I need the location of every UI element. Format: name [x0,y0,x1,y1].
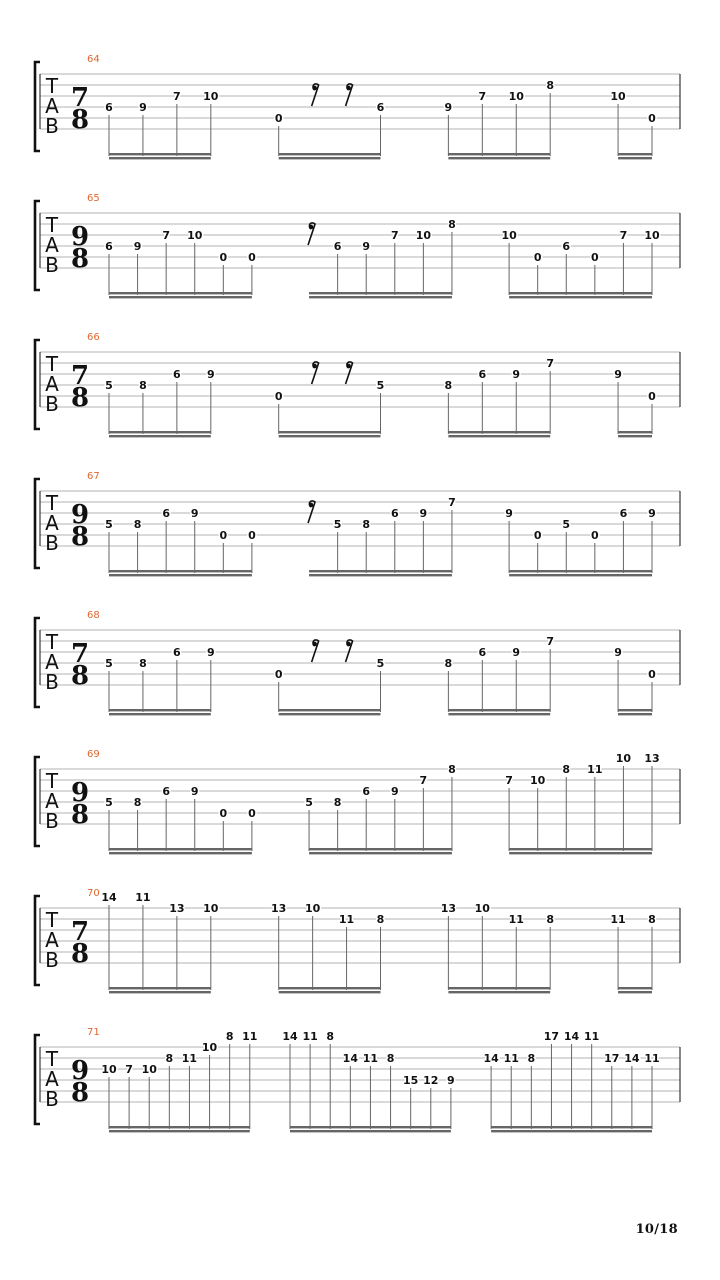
eighth-rest [308,501,315,523]
fret-number: 8 [648,913,656,926]
beam-secondary [618,157,652,159]
eighth-rest-dot [312,86,317,91]
fret-number: 7 [619,229,628,242]
fret-number: 10 [610,90,626,103]
fret-number: 6 [162,785,170,798]
tab-clef-letter: A [45,1067,59,1091]
fret-number: 7 [419,774,428,787]
tab-clef-letter: A [45,789,59,813]
system-bracket [35,618,40,707]
fret-number: 0 [533,529,542,542]
fret-number: 10 [415,229,432,242]
fret-number: 8 [444,657,453,670]
fret-number: 8 [139,379,147,392]
eighth-rest [346,84,353,106]
beam-primary [491,1126,652,1128]
system-bracket [35,896,40,985]
beam-primary [618,153,652,155]
tab-clef-letter: T [45,491,59,515]
time-signature-numerator: 7 [70,917,90,947]
beam-primary [309,292,452,294]
fret-number: 17 [604,1052,620,1065]
measure-number: 70 [87,888,100,899]
fret-number: 13 [644,752,660,765]
time-signature-denominator: 8 [70,522,90,552]
beam-primary [109,570,252,572]
tab-clef-letter: T [45,74,59,98]
fret-number: 10 [615,752,632,765]
measure-number: 64 [87,54,100,65]
beam-primary [309,848,452,850]
fret-number: 0 [248,529,256,542]
beam-primary [509,848,652,850]
fret-number: 8 [225,1030,234,1043]
beam-secondary [290,1130,451,1132]
eighth-rest-dot [346,642,351,647]
tab-clef-letter: A [45,372,59,396]
tab-system [35,332,680,437]
fret-number: 8 [133,518,142,531]
tab-clef-letter: A [45,928,59,952]
beam-primary [448,987,550,989]
fret-number: 11 [584,1030,600,1043]
fret-number: 8 [133,796,142,809]
fret-number: 0 [248,807,256,820]
fret-number: 6 [362,785,371,798]
fret-number: 8 [527,1052,536,1065]
beam-primary [279,431,381,433]
fret-number: 5 [105,796,113,809]
fret-number: 17 [543,1030,560,1043]
measure-number: 67 [87,471,100,482]
beam-secondary [618,991,652,993]
fret-number: 9 [190,785,199,798]
fret-number: 9 [444,101,453,114]
beam-primary [109,848,252,850]
beam-secondary [109,1130,250,1132]
beam-secondary [309,852,452,854]
eighth-rest [312,362,319,384]
fret-number: 8 [444,379,453,392]
beam-primary [448,709,550,711]
fret-number: 7 [125,1063,133,1076]
fret-number: 8 [448,218,456,231]
fret-number: 10 [501,229,517,242]
fret-number: 5 [333,518,342,531]
fret-number: 6 [478,646,487,659]
beam-secondary [309,296,452,298]
beam-secondary [109,435,211,437]
tab-clef-letter: A [45,233,59,257]
tab-clef-letter: B [45,392,59,416]
beam-secondary [109,713,211,715]
fret-number: 0 [219,529,228,542]
system-bracket [35,479,40,568]
fret-number: 8 [448,763,456,776]
beam-primary [109,987,211,989]
beam-secondary [279,713,381,715]
time-signature-denominator: 8 [70,800,90,830]
beam-primary [279,709,381,711]
fret-number: 14 [282,1030,298,1043]
fret-number: 6 [333,240,342,253]
beam-secondary [448,991,550,993]
fret-number: 14 [342,1052,358,1065]
fret-number: 6 [619,507,628,520]
fret-number: 8 [165,1052,174,1065]
time-signature-numerator: 9 [70,1056,90,1086]
fret-number: 7 [505,774,513,787]
fret-number: 0 [274,112,283,125]
fret-number: 10 [530,774,546,787]
beam-secondary [279,157,381,159]
time-signature-denominator: 8 [70,1078,90,1108]
fret-number: 5 [562,518,571,531]
fret-number: 10 [201,1041,218,1054]
fret-number: 12 [423,1074,439,1087]
tab-clef-letter: T [45,352,59,376]
fret-number: 10 [508,90,524,103]
measure-number: 71 [87,1027,100,1038]
fret-number: 13 [440,902,457,915]
time-signature-numerator: 9 [70,778,90,808]
tab-clef-letter: B [45,809,59,833]
beam-primary [279,987,381,989]
beam-secondary [109,852,252,854]
tab-system [35,888,680,993]
tab-clef-letter: T [45,769,59,793]
beam-secondary [448,157,550,159]
beam-primary [109,1126,250,1128]
system-bracket [35,62,40,151]
fret-number: 11 [242,1030,258,1043]
fret-number: 9 [362,240,371,253]
fret-number: 10 [101,1063,117,1076]
beam-primary [309,570,452,572]
fret-number: 8 [562,763,571,776]
fret-number: 9 [614,368,622,381]
fret-number: 6 [105,240,113,253]
tab-clef-letter: B [45,531,59,555]
eighth-rest-dot [312,364,317,369]
fret-number: 0 [533,251,542,264]
fret-number: 7 [478,90,487,103]
fret-number: 9 [512,646,521,659]
fret-number: 6 [390,507,399,520]
beam-primary [448,431,550,433]
tab-clef-letter: B [45,114,59,138]
time-signature-denominator: 8 [70,105,90,135]
fret-number: 14 [483,1052,499,1065]
time-signature-numerator: 7 [70,639,90,669]
fret-number: 5 [105,518,113,531]
fret-number: 7 [546,635,555,648]
beam-primary [109,292,252,294]
beam-secondary [509,852,652,854]
fret-number: 10 [203,90,219,103]
eighth-rest-dot [346,364,351,369]
eighth-rest-dot [309,503,314,508]
fret-number: 0 [248,251,256,264]
fret-number: 9 [447,1074,455,1087]
measure-number: 65 [87,193,100,204]
tab-clef-letter: A [45,650,59,674]
system-bracket [35,1035,40,1124]
fret-number: 6 [162,507,170,520]
measure-number: 69 [87,749,100,760]
fret-number: 7 [546,357,555,370]
beam-secondary [309,574,452,576]
fret-number: 10 [304,902,321,915]
eighth-rest-dot [312,642,317,647]
system-bracket [35,201,40,290]
fret-number: 11 [587,763,603,776]
beam-secondary [448,435,550,437]
fret-number: 0 [219,251,228,264]
beam-primary [509,570,652,572]
fret-number: 8 [326,1030,335,1043]
eighth-rest [308,223,315,245]
fret-number: 9 [190,507,199,520]
beam-secondary [491,1130,652,1132]
fret-number: 8 [376,913,385,926]
fret-number: 15 [403,1074,419,1087]
beam-primary [618,987,652,989]
beam-primary [109,431,211,433]
fret-number: 8 [333,796,342,809]
fret-number: 6 [173,646,181,659]
fret-number: 11 [362,1052,379,1065]
beam-primary [109,709,211,711]
eighth-rest [346,362,353,384]
fret-number: 5 [376,657,385,670]
time-signature-numerator: 7 [70,361,90,391]
tab-system [35,749,680,854]
tab-system [35,1027,680,1132]
fret-number: 9 [206,368,215,381]
fret-number: 11 [181,1052,198,1065]
tab-system [35,54,680,159]
beam-primary [618,709,652,711]
fret-number: 7 [448,496,456,509]
beam-primary [109,153,211,155]
fret-number: 9 [419,507,428,520]
beam-secondary [618,713,652,715]
fret-number: 11 [338,913,355,926]
fret-number: 0 [591,529,599,542]
fret-number: 0 [648,390,656,403]
fret-number: 10 [203,902,219,915]
fret-number: 11 [302,1030,318,1043]
tab-clef-letter: B [45,253,59,277]
fret-number: 6 [376,101,385,114]
time-signature-numerator: 7 [70,83,90,113]
tab-clef-letter: T [45,213,59,237]
fret-number: 8 [546,79,555,92]
fret-number: 0 [219,807,228,820]
fret-number: 7 [390,229,399,242]
fret-number: 10 [474,902,490,915]
beam-primary [279,153,381,155]
tab-clef-letter: B [45,1087,59,1111]
fret-number: 8 [386,1052,395,1065]
fret-number: 14 [624,1052,640,1065]
time-signature-denominator: 8 [70,244,90,274]
beam-secondary [448,713,550,715]
fret-number: 9 [614,646,622,659]
tab-clef-letter: A [45,511,59,535]
fret-number: 9 [390,785,399,798]
fret-number: 13 [271,902,287,915]
time-signature-denominator: 8 [70,383,90,413]
tab-clef-letter: T [45,908,59,932]
system-bracket [35,757,40,846]
fret-number: 6 [105,101,113,114]
fret-number: 0 [648,668,656,681]
fret-number: 6 [173,368,181,381]
system-bracket [35,340,40,429]
beam-primary [509,292,652,294]
fret-number: 5 [305,796,313,809]
fret-number: 10 [141,1063,157,1076]
fret-number: 11 [503,1052,519,1065]
fret-number: 9 [133,240,142,253]
fret-number: 9 [139,101,147,114]
fret-number: 9 [512,368,521,381]
tab-system [35,610,680,715]
fret-number: 7 [162,229,170,242]
measure-number: 68 [87,610,100,621]
fret-number: 7 [173,90,181,103]
beam-primary [618,431,652,433]
fret-number: 6 [562,240,571,253]
fret-number: 11 [508,913,524,926]
beam-secondary [109,157,211,159]
beam-secondary [279,435,381,437]
beam-primary [290,1126,451,1128]
eighth-rest [346,640,353,662]
tab-clef-letter: A [45,94,59,118]
fret-number: 9 [206,646,215,659]
tab-clef-letter: B [45,670,59,694]
fret-number: 6 [478,368,487,381]
beam-secondary [509,574,652,576]
eighth-rest-dot [346,86,351,91]
fret-number: 9 [648,507,656,520]
tab-system [35,471,680,576]
tab-clef-letter: B [45,948,59,972]
beam-primary [448,153,550,155]
fret-number: 0 [274,668,283,681]
fret-number: 13 [169,902,185,915]
fret-number: 8 [139,657,147,670]
fret-number: 5 [105,657,113,670]
time-signature-denominator: 8 [70,661,90,691]
eighth-rest-dot [309,225,314,230]
fret-number: 9 [505,507,513,520]
fret-number: 10 [644,229,660,242]
beam-secondary [109,574,252,576]
fret-number: 0 [591,251,599,264]
fret-number: 11 [610,913,626,926]
time-signature-numerator: 9 [70,222,90,252]
tab-system [35,193,680,298]
measure-number: 66 [87,332,100,343]
fret-number: 11 [644,1052,660,1065]
time-signature-denominator: 8 [70,939,90,969]
fret-number: 8 [546,913,555,926]
fret-number: 14 [101,891,117,904]
fret-number: 10 [187,229,203,242]
beam-secondary [279,991,381,993]
fret-number: 11 [135,891,151,904]
beam-secondary [618,435,652,437]
fret-number: 0 [648,112,656,125]
time-signature-numerator: 9 [70,500,90,530]
fret-number: 5 [105,379,113,392]
beam-secondary [109,296,252,298]
tab-clef-letter: T [45,1047,59,1071]
fret-number: 5 [376,379,385,392]
eighth-rest [312,640,319,662]
beam-secondary [509,296,652,298]
tab-clef-letter: T [45,630,59,654]
eighth-rest [312,84,319,106]
fret-number: 0 [274,390,283,403]
fret-number: 8 [362,518,371,531]
page-number: 10/18 [635,1222,678,1237]
fret-number: 14 [563,1030,580,1043]
beam-secondary [109,991,211,993]
